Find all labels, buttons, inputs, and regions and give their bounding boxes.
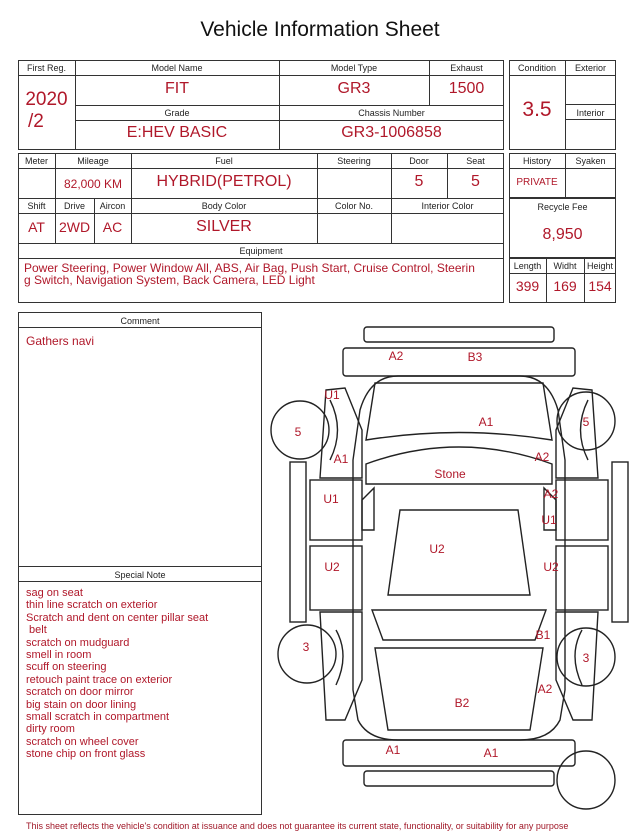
special-note-item: big stain on door lining — [26, 698, 137, 711]
length-label: Length — [513, 261, 542, 271]
right-front-fender — [556, 388, 598, 478]
chassis-number-value: GR3-1006858 — [341, 124, 442, 141]
syaken-label: Syaken — [575, 156, 606, 166]
model-name-label: Model Name — [151, 63, 203, 73]
special-note-item: stone chip on front glass — [26, 748, 146, 761]
first-reg-year: 2020 — [25, 89, 68, 110]
mark-left-rear-door: U2 — [324, 560, 340, 574]
drive-label: Drive — [63, 201, 85, 211]
chassis-number-label: Chassis Number — [358, 108, 425, 118]
special-note-item: dirty room — [26, 723, 75, 736]
height-label: Height — [586, 261, 613, 271]
right-front-door — [556, 480, 608, 540]
recycle-fee-value: 8,950 — [542, 226, 583, 243]
interior-label: Interior — [576, 108, 605, 118]
meter-label: Meter — [24, 156, 48, 166]
special-note-item: scratch on door mirror — [26, 686, 134, 699]
special-note-label: Special Note — [114, 570, 166, 580]
special-note-item: scratch on mudguard — [26, 636, 130, 649]
right-rear-door — [556, 546, 608, 610]
special-note-item: scratch on wheel cover — [26, 735, 139, 748]
first-reg-month: /2 — [28, 111, 44, 132]
exhaust-value: 1500 — [448, 80, 485, 97]
car-body-outline — [353, 376, 565, 740]
mark-windshield: Stone — [434, 467, 466, 481]
special-note-item: scuff on steering — [26, 661, 107, 674]
aircon-label: Aircon — [99, 201, 126, 211]
disclaimer-footer: This sheet reflects the vehicle's condition at issuance and does not guarantee its current state, functionality, or suitability for any purpose — [26, 821, 569, 831]
rear-bumper — [343, 740, 575, 766]
left-rear-door — [310, 546, 362, 610]
width-value: 169 — [553, 278, 577, 294]
comment-text: Gathers navi — [26, 334, 95, 348]
spare-tire — [557, 751, 615, 809]
history-value: PRIVATE — [516, 177, 558, 188]
trunk-panel — [375, 648, 543, 730]
mark-right-rear-door: U2 — [543, 560, 559, 574]
car-damage-diagram — [270, 320, 630, 825]
mark-right-front-door: U1 — [541, 513, 557, 527]
interior-color-label: Interior Color — [421, 201, 474, 211]
door-label: Door — [409, 156, 429, 166]
fuel-label: Fuel — [215, 156, 233, 166]
grade-value: E:HEV BASIC — [126, 124, 228, 141]
exhaust-label: Exhaust — [450, 63, 483, 73]
body-color-value: SILVER — [196, 218, 252, 235]
rear-left-tire — [278, 625, 336, 683]
front-bumper-top — [364, 327, 554, 342]
hood-panel — [366, 383, 552, 440]
mark-rear-bumper-left: A1 — [385, 743, 401, 757]
grade-label: Grade — [164, 108, 190, 118]
model-type-label: Model Type — [330, 63, 378, 73]
special-note-item: belt — [26, 624, 47, 637]
left-side-skirt — [290, 462, 306, 622]
mileage-label: Mileage — [77, 156, 109, 166]
recycle-fee-label: Recycle Fee — [537, 202, 588, 212]
equipment-line-1: Power Steering, Power Window All, ABS, Air Bag, Push Start, Cruise Control, Steerin — [24, 261, 475, 275]
height-value: 154 — [588, 278, 612, 294]
equipment-label: Equipment — [239, 246, 283, 256]
fuel-value: HYBRID(PETROL) — [156, 173, 292, 190]
mark-front-left-tire: 5 — [294, 425, 302, 439]
mark-front-bumper-left: A2 — [388, 349, 404, 363]
aircon-value: AC — [102, 219, 123, 235]
special-note-item: sag on seat — [26, 587, 83, 599]
right-side-skirt — [612, 462, 628, 622]
equipment-line-2: g Switch, Navigation System, Back Camera, LED Light — [24, 273, 315, 287]
mark-front-bumper-right: B3 — [467, 350, 483, 364]
mark-roof: U2 — [429, 542, 445, 556]
comment-label: Comment — [120, 316, 160, 326]
mark-left-front-door: U1 — [323, 492, 339, 506]
condition-score: 3.5 — [522, 98, 552, 121]
condition-label: Condition — [517, 63, 557, 73]
special-note-item: smell in room — [26, 649, 92, 662]
shift-label: Shift — [27, 201, 46, 211]
mark-rear-bumper-right: A1 — [483, 746, 499, 760]
exterior-label: Exterior — [574, 63, 606, 73]
left-mirror — [362, 488, 374, 530]
first-reg-label: First Reg. — [26, 63, 66, 73]
drive-value: 2WD — [58, 219, 91, 235]
rear-bumper-bottom — [364, 771, 554, 786]
history-label: History — [522, 156, 551, 166]
left-front-door — [310, 480, 362, 540]
special-note-item: retouch paint trace on exterior — [26, 673, 173, 686]
mark-front-right-tire: 5 — [582, 415, 590, 429]
seat-value: 5 — [471, 173, 480, 190]
length-value: 399 — [515, 278, 540, 294]
door-value: 5 — [414, 173, 424, 190]
special-note-list — [26, 587, 208, 761]
page-title: Vehicle Information Sheet — [200, 18, 440, 41]
mark-right-rear-panel: B1 — [535, 628, 551, 642]
rear-window — [372, 610, 546, 640]
front-bumper — [343, 348, 575, 376]
steering-label: Steering — [337, 156, 371, 166]
color-no-label: Color No. — [334, 201, 373, 211]
mark-right-mirror: A2 — [543, 487, 559, 501]
special-note-item: Scratch and dent on center pillar seat — [26, 611, 209, 624]
special-note-item: thin line scratch on exterior — [26, 599, 158, 612]
width-label: Widht — [553, 261, 577, 271]
mark-rear-right-tire: 3 — [582, 651, 590, 665]
model-type-value: GR3 — [337, 80, 371, 97]
mark-trunk: B2 — [454, 696, 470, 710]
mark-rear-left-tire: 3 — [302, 640, 310, 654]
mark-hood: A1 — [478, 415, 494, 429]
shift-value: AT — [28, 219, 45, 235]
mark-left-front-fender: A1 — [333, 452, 349, 466]
seat-label: Seat — [466, 156, 485, 166]
mark-right-front-fender: A2 — [534, 450, 550, 464]
mileage-value: 82,000 KM — [63, 177, 123, 191]
body-color-label: Body Color — [201, 201, 247, 211]
roof-panel — [388, 510, 530, 595]
special-note-item: small scratch in compartment — [26, 711, 170, 724]
mark-front-left-fender: U1 — [324, 388, 340, 402]
model-name-value: FIT — [165, 80, 189, 97]
mark-right-rear-fender: A2 — [537, 682, 553, 696]
